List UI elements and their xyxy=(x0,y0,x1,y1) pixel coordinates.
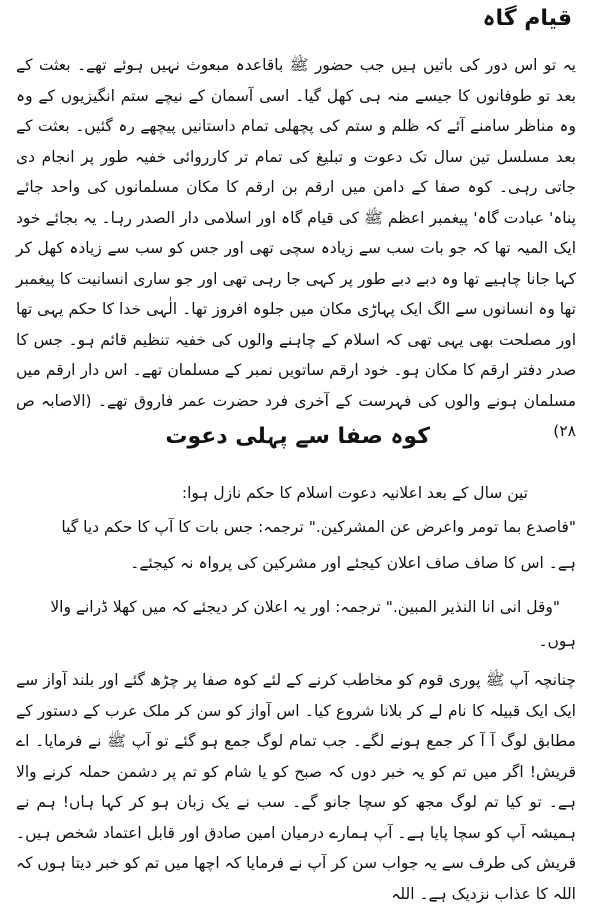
paragraph-first-call: چنانچہ آپ ﷺ پوری قوم کو مخاطب کرنے کے لئے کوہ صفا پر چڑھ گئے اور بلند آواز سے ایک ایک قبیلہ کا نام لے کر بلانا شروع کیا۔ اس آواز کو سن کر ملک عرب کے دستور کے مطابق لوگ آ آ کر جمع ہونے لگے۔ جب تمام لوگ جمع ہو گئے تو آپ ﷺ نے فرمایا۔ اے قریش! اگر میں تم کو یہ خبر دوں کہ صبح کو یا شام کو تم پر دشمن حملہ کرنے والا ہے۔ تو کیا تم لوگ مجھ کو سچا جانو گے۔ سب نے یک زبان ہو کر کہا ہاں! ہم نے ہمیشہ آپ کو سچا پایا ہے۔ آپ ہمارے درمیان امین صادق اور قابل اعتماد شخص ہیں۔ قریش کی طرف سے یہ جواب سن کر آپ نے فرمایا کہ اچھا میں تم کو خبر دیتا ہوں کہ اللہ کا عذاب نزدیک ہے۔ اللہ xyxy=(16,671,576,903)
quote-1-line-1: "فاصدع بما تومر واعرض عن المشركين." ترجمہ: جس بات کا آپ کا حکم دیا گیا xyxy=(61,518,576,536)
intro-line: تین سال کے بعد اعلانیہ دعوت اسلام کا حکم نازل ہوا: xyxy=(181,484,528,502)
paragraph-residence: یہ تو اس دور کی باتیں ہیں جب حضور ﷺ باقاعدہ مبعوث نہیں ہوئے تھے۔ بعثت کے بعد تو طوفانوں کا جیسے منہ ہی کھل گیا۔ اسی آسمان کے نیچے ستم انگیزیوں کے وہ وہ مناظر سامنے آئے کہ ظلم و ستم کی پچھلی تمام داستانیں پیچھے رہ گئیں۔ بعثت کے بعد مسلسل تین سال تک دعوت و تبلیغ کی تمام تر کارروائی خفیہ طور پر انجام دی جاتی رہی۔ کوہ صفا کے دامن میں ارقم بن ارقم کا مکان مسلمانوں کی واحد جائے پناہ' عبادت گاہ' پیغمبر اعظم ﷺ کی قیام گاہ اور اسلامی دار الصدر رہا۔ یہ بجائے خود ایک المیہ تھا کہ جو بات سب سے زیادہ سچی تھی اور جس کو سب سے زیادہ کھل کر کہا جانا چاہیے تھا وہ دبے دبے طور پر کہی جا رہی تھی اور جو ساری انسانیت کا پیغمبر تھا وہ انسانوں سے الگ ایک پہاڑی مکان میں جلوہ افروز تھا۔ الٰہی خدا کا حکم یہی تھا اور مصلحت بھی یہی تھی کہ اسلام کے چاہنے والوں کی خفیہ تنظیم قائم ہو۔ جس کا صدر دفتر ارقم کا مکان ہو۔ خود ارقم ساتویں نمبر کے مسلمان تھے۔ اس دار ارقم میں مسلمان ہونے والوں کی فہرست کے آخری فرد حضرت عمر فاروق تھے۔ (الاصابہ ص ۲۸) xyxy=(16,56,576,440)
quote-2-line-2: ہوں۔ xyxy=(538,632,576,650)
section-heading-residence: قیام گاہ xyxy=(482,6,572,31)
section-heading-first-call: کوہ صفا سے پہلی دعوت xyxy=(165,424,430,449)
quote-1-line-2: ہے۔ اس کا صاف صاف اعلان کیجئے اور مشرکین کی پرواہ نہ کیجئے۔ xyxy=(130,554,576,572)
quote-2-line-1: "وقل انى انا النذير المبين." ترجمہ: اور یہ اعلان کر دیجئے کہ میں کھلا ڈرانے والا xyxy=(50,598,560,616)
